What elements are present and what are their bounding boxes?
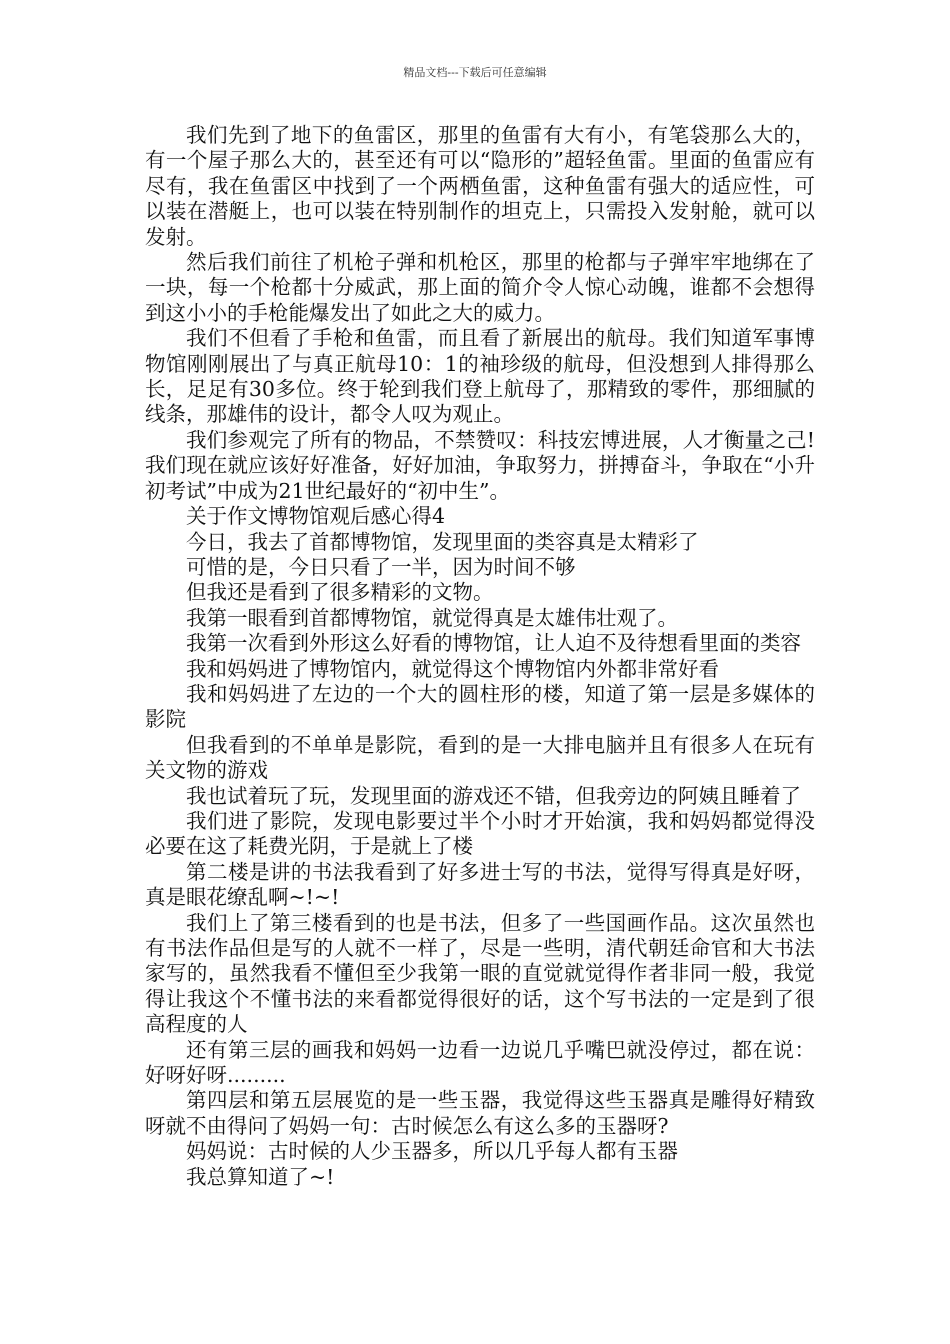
paragraph: 我和妈妈进了博物馆内，就觉得这个博物馆内外都非常好看 — [186, 656, 719, 681]
paragraph: 然后我们前往了机枪子弹和机枪区，那里的枪都与子弹牢牢地绑在了一块，每一个枪都十分威武，那上面的简介令人惊心动魄，谁都不会想得到这小小的手枪能爆发出了如此之大的威力。 — [145, 250, 815, 325]
paragraph: 我总算知道了~! — [186, 1164, 335, 1189]
paragraph: 可惜的是，今日只看了一半，因为时间不够 — [186, 554, 576, 579]
paragraph: 妈妈说：古时候的人少玉器多，所以几乎每人都有玉器 — [186, 1139, 678, 1164]
paragraph: 我第一次看到外形这么好看的博物馆，让人迫不及待想看里面的类容 — [186, 631, 801, 656]
paragraph: 第二楼是讲的书法我看到了好多进士写的书法，觉得写得真是好呀，真是眼花缭乱啊~!~! — [145, 859, 815, 910]
section-heading: 关于作文博物馆观后感心得4 — [186, 504, 446, 529]
paragraph: 我和妈妈进了左边的一个大的圆柱形的楼，知道了第一层是多媒体的影院 — [145, 681, 815, 732]
paragraph: 我们进了影院，发现电影要过半个小时才开始演，我和妈妈都觉得没必要在这了耗费光阴，于是就上了楼 — [145, 808, 815, 859]
paragraph: 我也试着玩了玩，发现里面的游戏还不错，但我旁边的阿姨且睡着了 — [186, 783, 801, 808]
document-body — [145, 123, 815, 1190]
paragraph: 我们参观完了所有的物品，不禁赞叹：科技宏博进展，人才衡量之己!我们现在就应该好好准备，好好加油，争取努力，拼搏奋斗，争取在“小升初考试”中成为21世纪最好的“初中生”。 — [145, 427, 815, 503]
paragraph: 我们先到了地下的鱼雷区，那里的鱼雷有大有小，有笔袋那么大的，有一个屋子那么大的，甚至还有可以“隐形的”超轻鱼雷。里面的鱼雷应有尽有，我在鱼雷区中找到了一个两栖鱼雷，这种鱼雷有强大的适应性，可以装在潜艇上，也可以装在特别制作的坦克上，只需投入发射舱，就可以发射。 — [145, 123, 815, 249]
paragraph: 我们不但看了手枪和鱼雷，而且看了新展出的航母。我们知道军事博物馆刚刚展出了与真正航母10：1的袖珍级的航母，但没想到人排得那么长，足足有30多位。终于轮到我们登上航母了，那精致的零件，那细腻的线条，那雄伟的设计，都令人叹为观止。 — [145, 326, 815, 427]
paragraph: 还有第三层的画我和妈妈一边看一边说几乎嘴巴就没停过，都在说：好呀好呀......... — [145, 1037, 815, 1088]
paragraph: 今日，我去了首都博物馆，发现里面的类容真是太精彩了 — [186, 529, 699, 554]
page-header: 精品文档---下载后可任意编辑 — [403, 66, 547, 79]
paragraph: 但我看到的不单单是影院，看到的是一大排电脑并且有很多人在玩有关文物的游戏 — [145, 732, 815, 783]
paragraph: 第四层和第五层展览的是一些玉器，我觉得这些玉器真是雕得好精致呀就不由得问了妈妈一句：古时候怎么有这么多的玉器呀? — [145, 1088, 815, 1138]
paragraph: 我第一眼看到首都博物馆，就觉得真是太雄伟壮观了。 — [186, 605, 678, 630]
paragraph: 但我还是看到了很多精彩的文物。 — [186, 580, 494, 605]
paragraph: 我们上了第三楼看到的也是书法，但多了一些国画作品。这次虽然也有书法作品但是写的人就不一样了，尽是一些明，清代朝廷命官和大书法家写的，虽然我看不懂但至少我第一眼的直觉就觉得作者非同一般，我觉得让我这个不懂书法的来看都觉得很好的话，这个写书法的一定是到了很高程度的人 — [145, 910, 815, 1037]
